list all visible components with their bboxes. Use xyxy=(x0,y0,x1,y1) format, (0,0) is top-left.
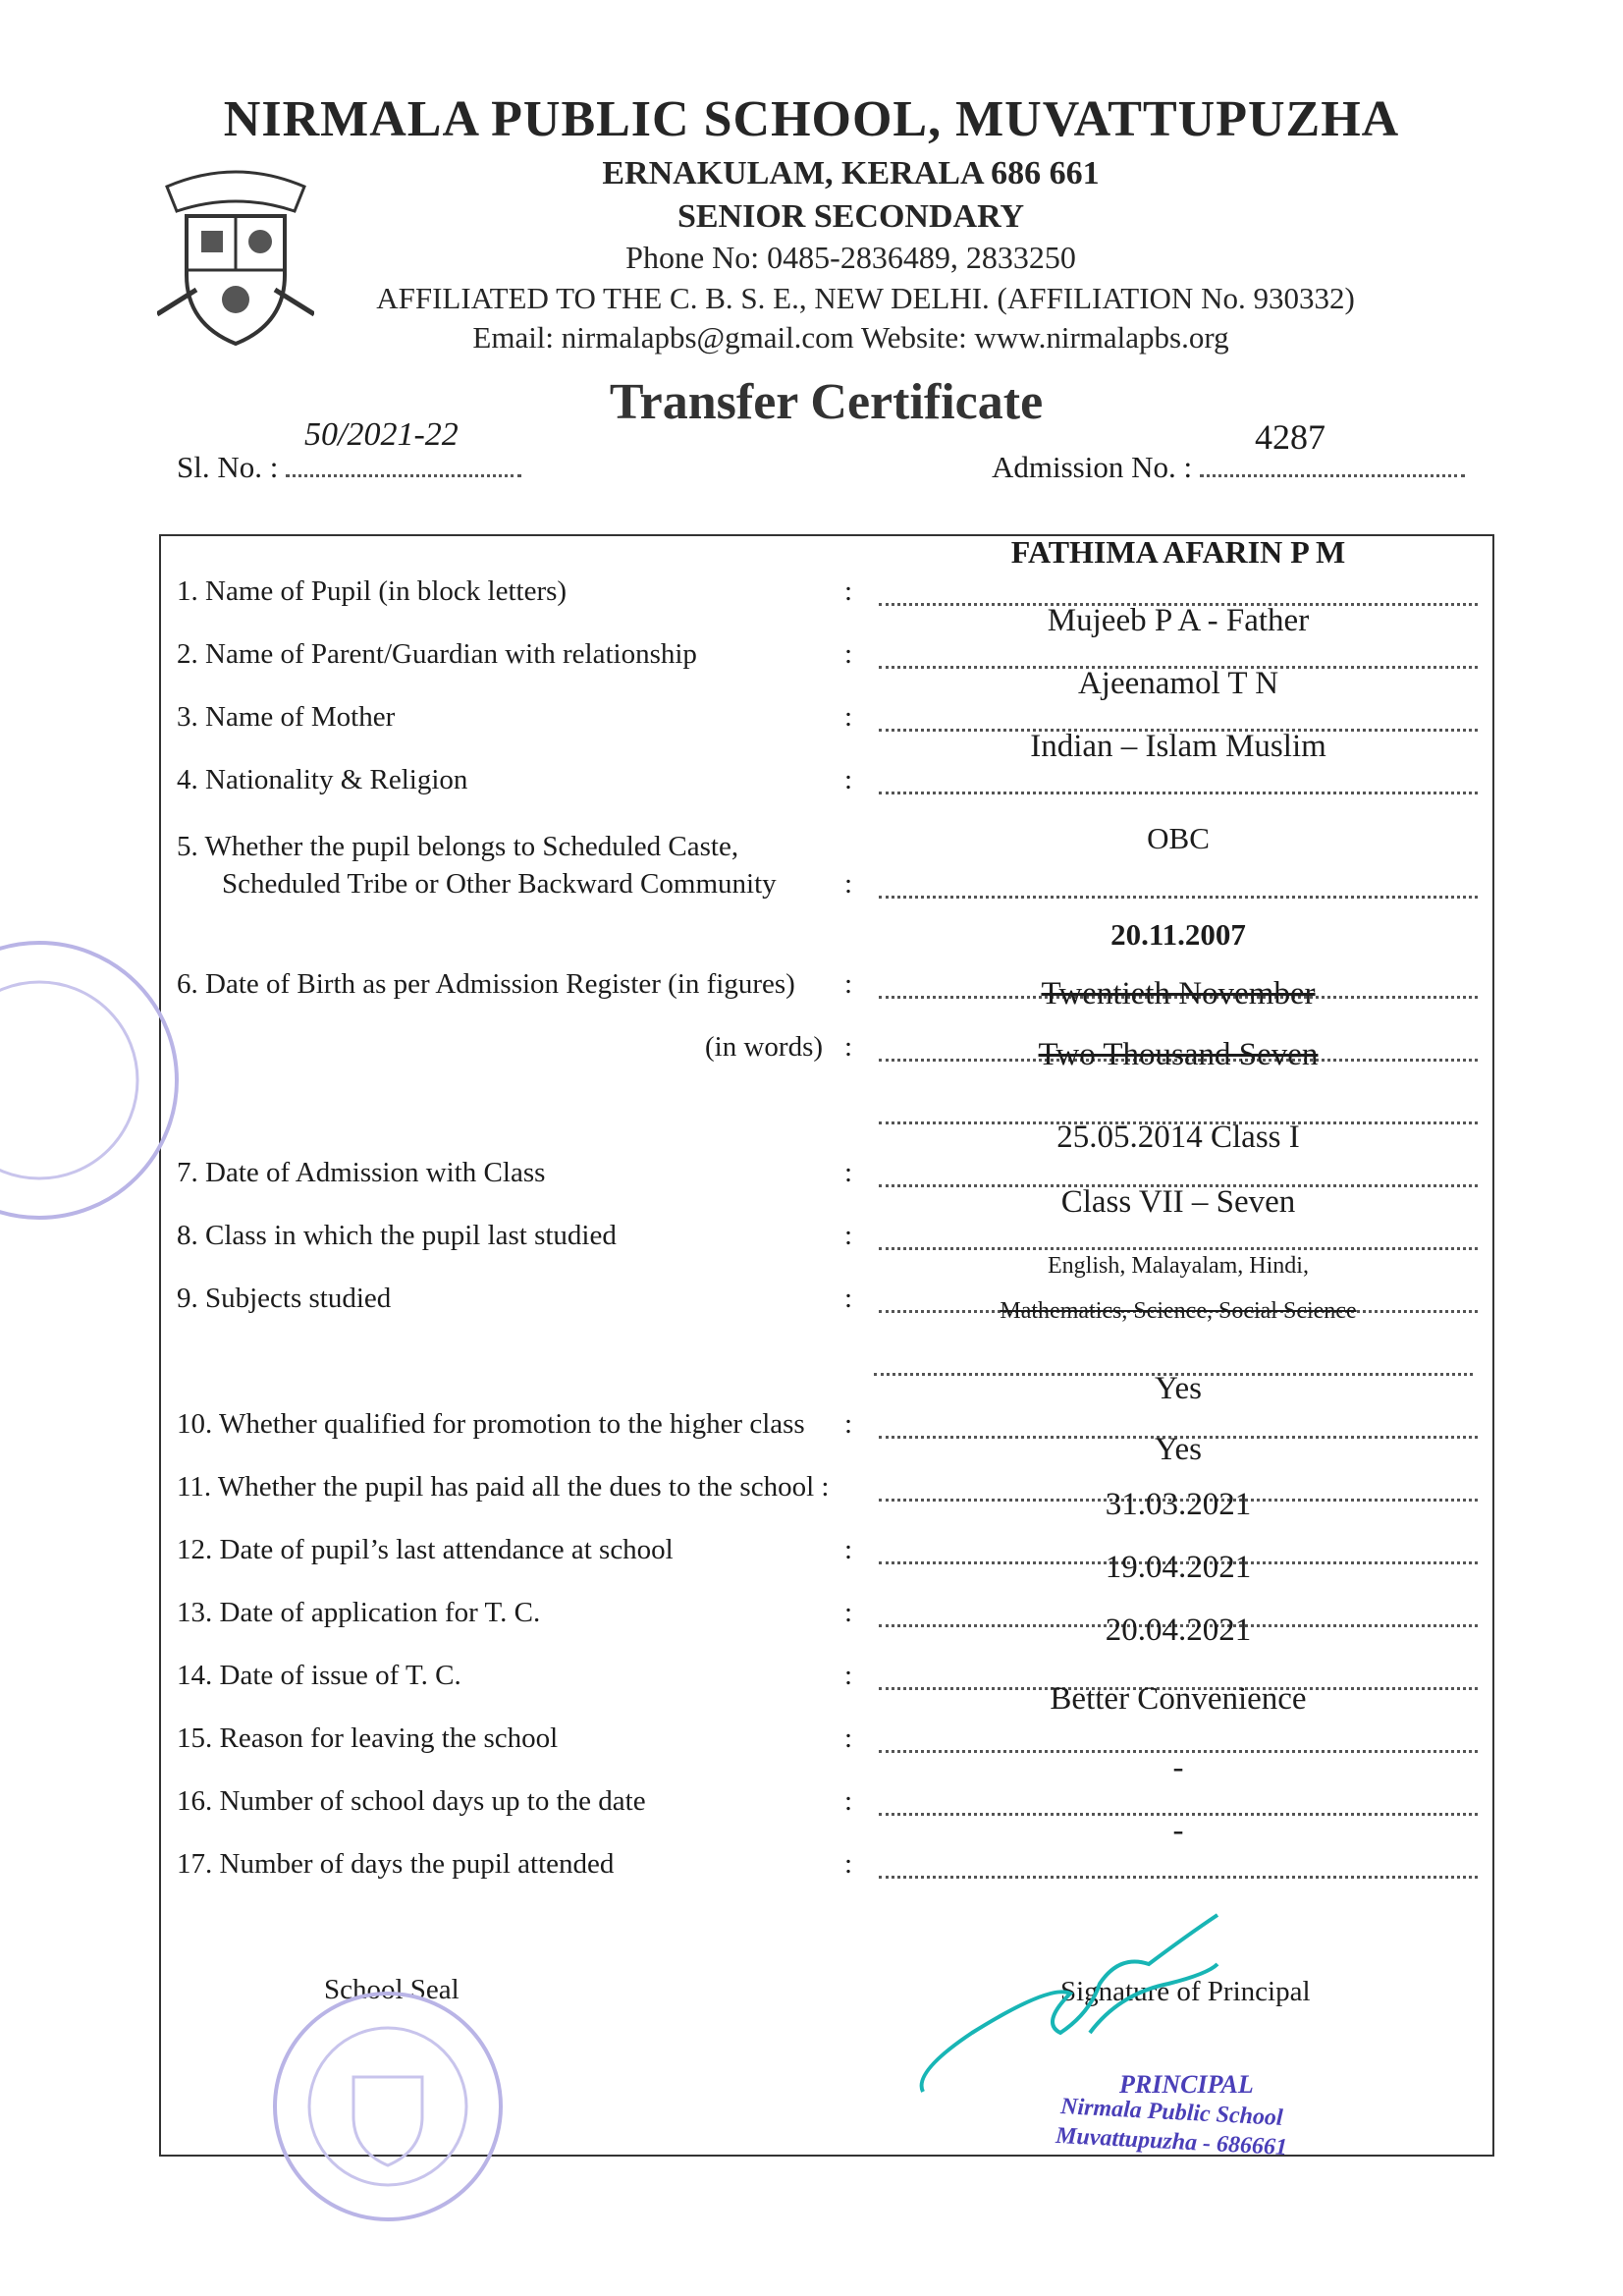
category-label-line1: 5. Whether the pupil belongs to Scheduled Caste, xyxy=(177,831,739,862)
serial-value: 50/2021-22 xyxy=(304,416,459,453)
colon: : xyxy=(844,968,853,1000)
leaving-reason-value: Better Convenience xyxy=(1050,1681,1307,1717)
school-days-value: - xyxy=(1172,1750,1184,1785)
mother-label: 3. Name of Mother xyxy=(177,701,396,733)
colon: : xyxy=(844,1220,853,1251)
colon: : xyxy=(844,701,853,733)
colon: : xyxy=(844,1283,853,1314)
subjects-label: 9. Subjects studied xyxy=(177,1283,392,1314)
colon: : xyxy=(844,1157,853,1188)
colon: : xyxy=(844,868,853,900)
partial-seal-stamp-icon xyxy=(0,933,187,1228)
dob-figures-value: 20.11.2007 xyxy=(1110,917,1246,952)
last-class-value: Class VII – Seven xyxy=(1060,1184,1296,1220)
leaving-reason-label: 15. Reason for leaving the school xyxy=(177,1722,559,1754)
colon: : xyxy=(844,1848,853,1880)
principal-stamp-title: PRINCIPAL xyxy=(1119,2070,1254,2099)
principal-signature-label: Signature of Principal xyxy=(1060,1976,1311,2007)
colon: : xyxy=(844,1031,853,1063)
admission-date-label: 7. Date of Admission with Class xyxy=(177,1157,546,1188)
colon: : xyxy=(844,1722,853,1754)
admission-label: Admission No. : xyxy=(992,450,1465,485)
colon: : xyxy=(844,1408,853,1440)
subjects-value-2: Mathematics, Science, Social Science xyxy=(1000,1298,1357,1324)
colon: : xyxy=(844,638,853,670)
dotted-line xyxy=(879,896,1478,899)
serial-label: Sl. No. : xyxy=(177,450,521,485)
colon: : xyxy=(844,1597,853,1628)
tc-issue-value: 20.04.2021 xyxy=(1105,1613,1252,1648)
certificate-title: Transfer Certificate xyxy=(609,374,1044,430)
subjects-value-1: English, Malayalam, Hindi, xyxy=(1048,1253,1309,1279)
tc-issue-label: 14. Date of issue of T. C. xyxy=(177,1660,461,1691)
last-attendance-label: 12. Date of pupil’s last attendance at school xyxy=(177,1534,674,1565)
school-address: ERNAKULAM, KERALA 686 661 xyxy=(602,155,1100,191)
school-seal-stamp-icon xyxy=(265,1984,511,2229)
nationality-value: Indian – Islam Muslim xyxy=(1030,729,1326,764)
dotted-line xyxy=(879,1247,1478,1250)
dob-words-value-2: Two Thousand Seven xyxy=(1038,1037,1319,1072)
last-attendance-value: 31.03.2021 xyxy=(1105,1487,1252,1522)
promotion-value: Yes xyxy=(1154,1371,1203,1406)
pupil-name-label: 1. Name of Pupil (in block letters) xyxy=(177,575,568,607)
parent-label: 2. Name of Parent/Guardian with relationship xyxy=(177,638,697,670)
dues-value: Yes xyxy=(1154,1432,1203,1467)
dob-words-label: (in words) xyxy=(705,1031,824,1063)
dob-words-value-1: Twentieth November xyxy=(1041,976,1316,1011)
principal-stamp-place: Muvattupuzha - 686661 xyxy=(1055,2122,1288,2161)
school-days-label: 16. Number of school days up to the date xyxy=(177,1785,646,1817)
admission-date-value: 25.05.2014 Class I xyxy=(1056,1120,1300,1155)
tc-application-label: 13. Date of application for T. C. xyxy=(177,1597,541,1628)
category-label-line2: Scheduled Tribe or Other Backward Community xyxy=(222,868,777,900)
colon: : xyxy=(844,575,853,607)
school-phone: Phone No: 0485-2836489, 2833250 xyxy=(625,240,1076,275)
last-class-label: 8. Class in which the pupil last studied xyxy=(177,1220,617,1251)
category-value: OBC xyxy=(1147,821,1210,855)
colon: : xyxy=(844,1660,853,1691)
school-name: NIRMALA PUBLIC SCHOOL, MUVATTUPUZHA xyxy=(223,91,1400,147)
pupil-name-value: FATHIMA AFARIN P M xyxy=(1010,534,1346,570)
school-level: SENIOR SECONDARY xyxy=(676,198,1025,235)
school-contact: Email: nirmalapbs@gmail.com Website: www.nirmalapbs.org xyxy=(472,320,1229,355)
days-attended-label: 17. Number of days the pupil attended xyxy=(177,1848,615,1880)
dotted-line xyxy=(879,792,1478,794)
colon: : xyxy=(844,1534,853,1565)
dob-figures-label: 6. Date of Birth as per Admission Register (in figures) xyxy=(177,968,795,1000)
dues-label: 11. Whether the pupil has paid all the dues to the school : xyxy=(177,1471,830,1503)
parent-value: Mujeeb P A - Father xyxy=(1047,603,1310,638)
principal-stamp-school: Nirmala Public School xyxy=(1059,2094,1284,2131)
colon: : xyxy=(844,1785,853,1817)
school-seal-label: School Seal xyxy=(324,1974,460,2005)
nationality-label: 4. Nationality & Religion xyxy=(177,764,468,795)
tc-application-value: 19.04.2021 xyxy=(1105,1550,1252,1585)
school-affiliation: AFFILIATED TO THE C. B. S. E., NEW DELHI. (AFFILIATION No. 930332) xyxy=(376,281,1355,315)
dotted-line xyxy=(879,1876,1478,1879)
promotion-label: 10. Whether qualified for promotion to the higher class xyxy=(177,1408,805,1440)
admission-value: 4287 xyxy=(1255,417,1325,457)
mother-value: Ajeenamol T N xyxy=(1077,666,1279,701)
colon: : xyxy=(844,764,853,795)
days-attended-value: - xyxy=(1172,1813,1184,1848)
